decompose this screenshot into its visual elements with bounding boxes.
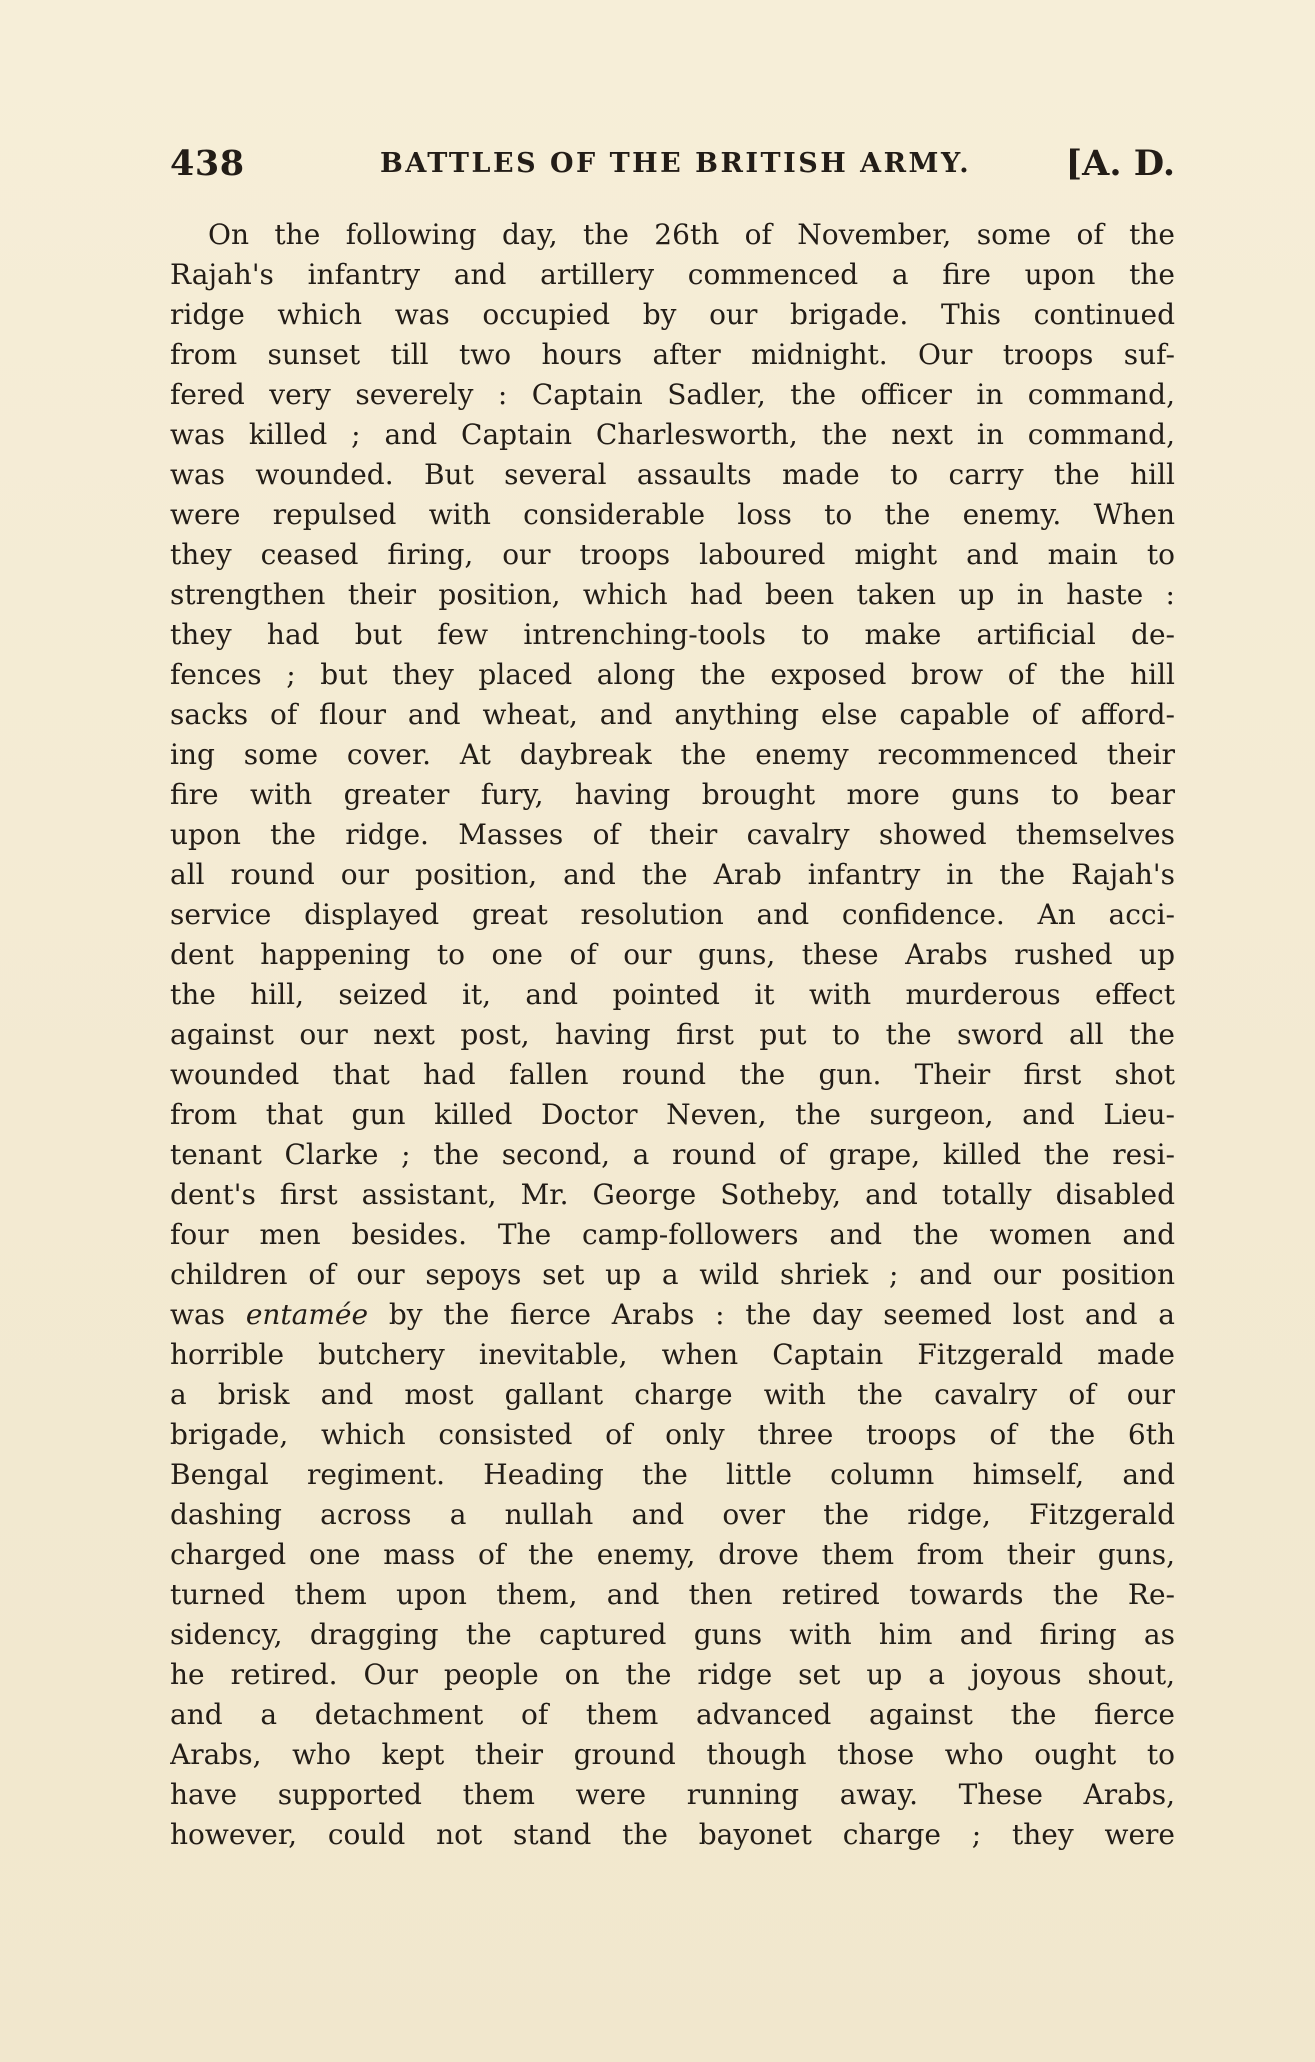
text-line: tenant Clarke ; the second, a round of grape, killed the resi- — [170, 1138, 1175, 1171]
text-line: were repulsed with considerable loss to the enemy. When — [170, 498, 1175, 531]
text-line: ing some cover. At daybreak the enemy recommenced their — [170, 738, 1175, 771]
page-number: 438 — [170, 143, 245, 184]
text-line: dent happening to one of our guns, these Arabs rushed up — [170, 938, 1175, 971]
text-line: however, could not stand the bayonet charge ; they were — [170, 1818, 1175, 1851]
italic-word: entamée — [245, 1298, 369, 1331]
text-line: wounded that had fallen round the gun. Their first shot — [170, 1058, 1175, 1091]
body-paragraph — [170, 215, 1175, 1855]
text-segment: was — [170, 1298, 246, 1331]
text-line: a brisk and most gallant charge with the cavalry of our — [170, 1378, 1175, 1411]
text-line: horrible butchery inevitable, when Captain Fitzgerald made — [170, 1338, 1175, 1371]
text-line: upon the ridge. Masses of their cavalry showed themselves — [170, 818, 1175, 851]
text-line: turned them upon them, and then retired towards the Re- — [170, 1578, 1175, 1611]
text-segment: by the fierce Arabs : the day seemed lost and a — [368, 1298, 1175, 1331]
text-line: they ceased firing, our troops laboured might and main to — [170, 538, 1175, 571]
text-line: and a detachment of them advanced against the fierce — [170, 1698, 1175, 1731]
text-line: from that gun killed Doctor Neven, the surgeon, and Lieu- — [170, 1098, 1175, 1131]
text-line: sacks of flour and wheat, and anything else capable of afford- — [170, 698, 1175, 731]
text-line: fire with greater fury, having brought more guns to bear — [170, 778, 1175, 811]
text-line: Rajah's infantry and artillery commenced a fire upon the — [170, 258, 1175, 291]
text-line: On the following day, the 26th of November, some of the — [208, 218, 1175, 251]
text-line: from sunset till two hours after midnight. Our troops suf- — [170, 338, 1175, 371]
text-line: strengthen their position, which had been taken up in haste : — [170, 578, 1175, 611]
date-marker: [A. D. — [1065, 143, 1175, 184]
running-title: BATTLES OF THE BRITISH ARMY. — [380, 148, 972, 179]
text-line: fered very severely : Captain Sadler, the officer in command, — [170, 378, 1175, 411]
text-line: have supported them were running away. These Arabs, — [170, 1778, 1175, 1811]
text-line: fences ; but they placed along the exposed brow of the hill — [170, 658, 1175, 691]
text-line: against our next post, having first put to the sword all the — [170, 1018, 1175, 1051]
text-line: Arabs, who kept their ground though those who ought to — [170, 1738, 1175, 1771]
text-line: sidency, dragging the captured guns with him and firing as — [170, 1618, 1175, 1651]
text-line: he retired. Our people on the ridge set up a joyous shout, — [170, 1658, 1175, 1691]
text-line: was killed ; and Captain Charlesworth, the next in command, — [170, 418, 1175, 451]
text-line: charged one mass of the enemy, drove them from their guns, — [170, 1538, 1175, 1571]
text-line: dent's first assistant, Mr. George Sotheby, and totally disabled — [170, 1178, 1175, 1211]
text-line: was wounded. But several assaults made to carry the hill — [170, 458, 1175, 491]
text-line: brigade, which consisted of only three troops of the 6th — [170, 1418, 1175, 1451]
text-line: Bengal regiment. Heading the little column himself, and — [170, 1458, 1175, 1491]
text-line: all round our position, and the Arab infantry in the Rajah's — [170, 858, 1175, 891]
text-line: four men besides. The camp-followers and the women and — [170, 1218, 1175, 1251]
page-header — [170, 136, 1175, 192]
text-line: they had but few intrenching-tools to make artificial de- — [170, 618, 1175, 651]
text-line: dashing across a nullah and over the ridge, Fitzgerald — [170, 1498, 1175, 1531]
text-line: children of our sepoys set up a wild shriek ; and our position — [170, 1258, 1175, 1291]
text-line: service displayed great resolution and confidence. An acci- — [170, 898, 1175, 931]
text-line: ridge which was occupied by our brigade. This continued — [170, 298, 1175, 331]
text-line: the hill, seized it, and pointed it with murderous effect — [170, 978, 1175, 1011]
text-line-with-italic — [170, 1295, 1175, 1335]
